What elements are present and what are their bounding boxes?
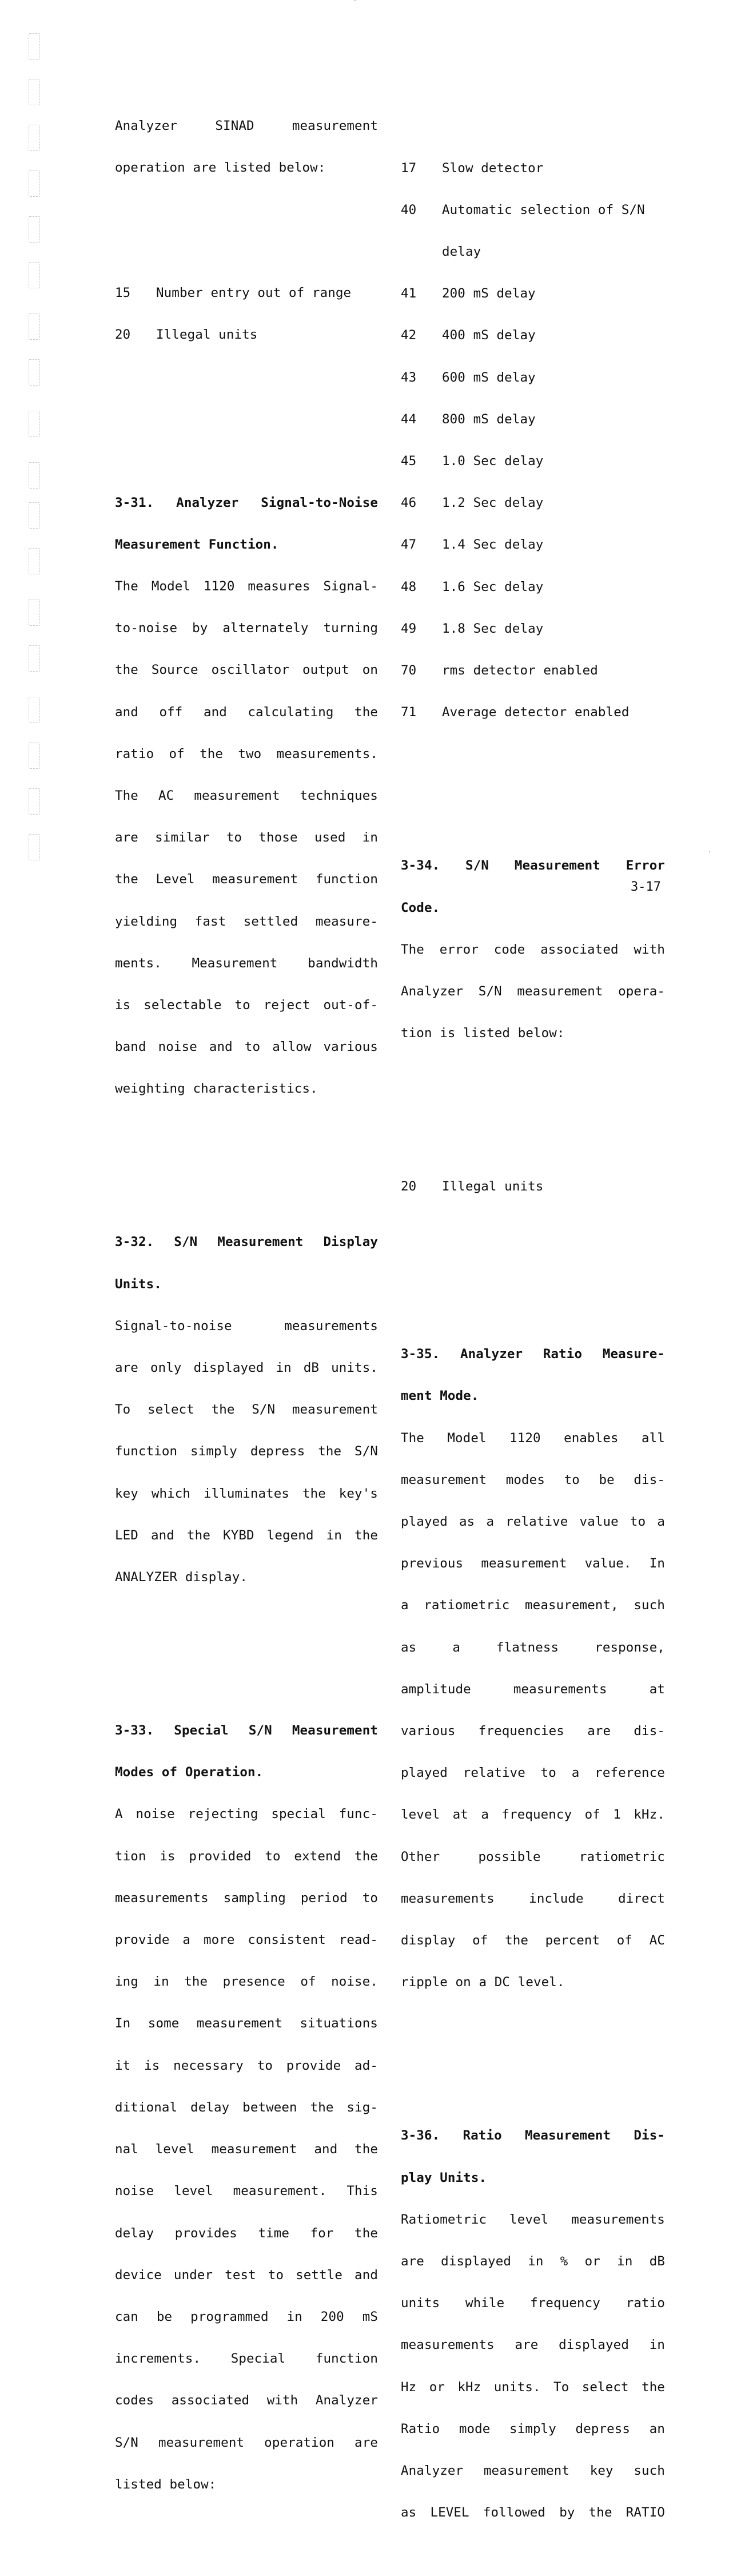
- body-line: Ratio mode simply depress an: [401, 2421, 665, 2436]
- binding-hole-mark: [29, 548, 40, 574]
- code-description: Number entry out of range: [156, 285, 352, 301]
- body-line: is selectable to reject out-of-: [115, 997, 378, 1013]
- code-description: delay: [442, 244, 481, 260]
- binding-hole-mark: [29, 502, 40, 529]
- binding-hole-mark: [29, 79, 40, 105]
- code-row: [401, 328, 665, 342]
- section-3-33: [115, 1696, 378, 2519]
- page-number: 3-17: [631, 880, 661, 894]
- code-number: 15: [115, 285, 131, 301]
- section-heading: Units.: [115, 1276, 162, 1292]
- code-row: [401, 371, 665, 384]
- code-row: [401, 203, 665, 217]
- section-heading: 3-34. S/N Measurement Error: [401, 858, 665, 874]
- code-number: 41: [401, 286, 417, 301]
- code-description: Illegal units: [156, 327, 258, 343]
- body-line: as LEVEL followed by the RATIO: [401, 2505, 665, 2521]
- body-line: provide a more consistent read-: [115, 1932, 378, 1948]
- body-line: function simply depress the S/N: [115, 1444, 378, 1459]
- code-row: [401, 664, 665, 677]
- body-line: delay provides time for the: [115, 2225, 378, 2241]
- body-line: measurements include direct: [401, 1891, 665, 1906]
- code-row: [401, 161, 665, 175]
- body-line: display of the percent of AC: [401, 1933, 665, 1948]
- code-number: 43: [401, 370, 417, 385]
- section-heading: 3-33. Special S/N Measurement: [115, 1723, 378, 1738]
- code-description: 200 mS delay: [442, 286, 536, 301]
- body-line: Signal-to-noise measurements: [115, 1318, 378, 1333]
- body-line: noise level measurement. This: [115, 2184, 378, 2199]
- code-number: 40: [401, 202, 417, 217]
- body-line: The Model 1120 enables all: [401, 1430, 665, 1446]
- body-line: it is necessary to provide ad-: [115, 2058, 378, 2073]
- code-number: 20: [115, 327, 131, 343]
- body-line: listed below:: [115, 2476, 217, 2492]
- body-line: The AC measurement techniques: [115, 788, 378, 803]
- body-line: Other possible ratiometric: [401, 1849, 665, 1864]
- code-number: 20: [401, 1179, 417, 1194]
- section-heading: 3-31. Analyzer Signal-to-Noise: [115, 495, 378, 510]
- body-line: to-noise by alternately turning: [115, 621, 378, 636]
- body-line: level at a frequency of 1 kHz.: [401, 1807, 665, 1823]
- body-line: yielding fast settled measure-: [115, 914, 378, 929]
- body-line: played as a relative value to a: [401, 1514, 665, 1530]
- sinad-code-list: [115, 258, 378, 370]
- body-line: In some measurement situations: [115, 2016, 378, 2031]
- code-number: 70: [401, 663, 417, 678]
- body-line: tion is listed below:: [401, 1026, 565, 1041]
- code-description: 400 mS delay: [442, 328, 536, 343]
- body-line: a ratiometric measurement, such: [401, 1598, 665, 1613]
- code-number: 48: [401, 579, 417, 594]
- code-description: rms detector enabled: [442, 663, 598, 678]
- body-line: increments. Special function: [115, 2351, 378, 2367]
- code-number: 71: [401, 705, 417, 720]
- binding-hole-mark: [29, 834, 40, 860]
- sn-code-list: [401, 133, 665, 748]
- body-line: measurement modes to be dis-: [401, 1472, 665, 1487]
- section-heading: Modes of Operation.: [115, 1765, 264, 1780]
- section-3-31: [115, 468, 378, 1124]
- body-line: S/N measurement operation are: [115, 2435, 378, 2450]
- body-line: are similar to those used in: [115, 830, 378, 846]
- body-line: ratio of the two measurements.: [115, 746, 378, 761]
- code-number: 45: [401, 454, 417, 469]
- code-number: 42: [401, 328, 417, 343]
- binding-hole-mark: [29, 411, 40, 437]
- body-line: tion is provided to extend the: [115, 1848, 378, 1864]
- code-row: [401, 622, 665, 636]
- body-line: A noise rejecting special func-: [115, 1807, 378, 1822]
- code-number: 49: [401, 621, 417, 636]
- code-description: 600 mS delay: [442, 370, 536, 385]
- code-number: 46: [401, 495, 417, 511]
- body-line: amplitude measurements at: [401, 1681, 665, 1697]
- body-line: key which illuminates the key's: [115, 1486, 378, 1501]
- code-description: 1.0 Sec delay: [442, 454, 544, 469]
- code-row: [401, 496, 665, 510]
- code-description: Automatic selection of S/N: [442, 202, 645, 217]
- section-3-35: [401, 1319, 665, 2017]
- code-row: [115, 328, 378, 342]
- body-line: the Level measurement function: [115, 872, 378, 887]
- code-description: 1.8 Sec delay: [442, 621, 544, 636]
- code-row: [401, 454, 665, 468]
- code-row: [401, 705, 665, 719]
- body-line: Analyzer measurement key such: [401, 2463, 665, 2478]
- scan-speck: [709, 851, 710, 852]
- body-line: weighting characteristics.: [115, 1081, 318, 1097]
- body-line: ments. Measurement bandwidth: [115, 955, 378, 971]
- code-row-continuation: [401, 245, 665, 259]
- binding-hole-mark: [29, 600, 40, 626]
- right-column: [401, 105, 665, 2575]
- body-line: various frequencies are dis-: [401, 1724, 665, 1739]
- body-line: To select the S/N measurement: [115, 1402, 378, 1418]
- section-3-32: [115, 1208, 378, 1613]
- binding-hole-mark: [29, 359, 40, 386]
- binding-hole-mark: [29, 788, 40, 815]
- body-line: Ratiometric level measurements: [401, 2212, 665, 2227]
- error-code-list: [401, 1152, 665, 1221]
- code-description: 800 mS delay: [442, 411, 536, 427]
- intro-line: Analyzer SINAD measurement: [115, 118, 378, 133]
- section-heading: Measurement Function.: [115, 537, 279, 552]
- body-line: previous measurement value. In: [401, 1556, 665, 1571]
- code-row: [401, 580, 665, 594]
- code-row: [115, 286, 378, 300]
- binding-hole-mark: [29, 170, 40, 197]
- code-row: [401, 538, 665, 551]
- body-line: played relative to a reference: [401, 1765, 665, 1781]
- binding-hole-mark: [29, 462, 40, 489]
- body-line: ANALYZER display.: [115, 1570, 248, 1585]
- code-row: [401, 1180, 665, 1193]
- code-description: Slow detector: [442, 160, 544, 176]
- code-number: 44: [401, 411, 417, 427]
- section-heading: ment Mode.: [401, 1388, 479, 1404]
- section-3-34: [401, 831, 665, 1069]
- code-description: Average detector enabled: [442, 705, 630, 720]
- body-line: are displayed in % or in dB: [401, 2253, 665, 2269]
- binding-hole-mark: [29, 125, 40, 151]
- body-line: can be programmed in 200 mS: [115, 2309, 378, 2324]
- section-3-36: [401, 2101, 665, 2548]
- code-row: [401, 287, 665, 300]
- body-line: ing in the presence of noise.: [115, 1974, 378, 1990]
- section-heading: 3-35. Analyzer Ratio Measure-: [401, 1347, 665, 1362]
- body-line: ripple on a DC level.: [401, 1975, 565, 1990]
- body-line: as a flatness response,: [401, 1640, 665, 1655]
- binding-hole-mark: [29, 743, 40, 769]
- section-heading: 3-32. S/N Measurement Display: [115, 1235, 378, 1250]
- section-heading: play Units.: [401, 2170, 487, 2185]
- binding-hole-mark: [29, 33, 40, 59]
- code-row: [401, 412, 665, 426]
- body-line: and off and calculating the: [115, 704, 378, 720]
- intro-line: operation are listed below:: [115, 160, 326, 176]
- body-line: the Source oscillator output on: [115, 662, 378, 678]
- section-heading: Code.: [401, 900, 440, 915]
- body-line: Hz or kHz units. To select the: [401, 2379, 665, 2395]
- body-line: nal level measurement and the: [115, 2142, 378, 2157]
- code-number: 47: [401, 537, 417, 553]
- code-description: 1.2 Sec delay: [442, 495, 544, 511]
- code-description: 1.6 Sec delay: [442, 579, 544, 594]
- code-number: 17: [401, 160, 417, 176]
- body-line: units while frequency ratio: [401, 2296, 665, 2311]
- code-description: Illegal units: [442, 1179, 544, 1194]
- body-line: The Model 1120 measures Signal-: [115, 578, 378, 594]
- section-heading: 3-36. Ratio Measurement Dis-: [401, 2128, 665, 2144]
- binding-hole-mark: [29, 216, 40, 243]
- binding-hole-mark: [29, 313, 40, 340]
- body-line: Analyzer S/N measurement opera-: [401, 983, 665, 999]
- body-line: band noise and to allow various: [115, 1039, 378, 1055]
- left-column: [115, 91, 378, 2547]
- binding-hole-mark: [29, 262, 40, 288]
- body-line: codes associated with Analyzer: [115, 2393, 378, 2408]
- body-line: device under test to settle and: [115, 2267, 378, 2283]
- body-line: measurements sampling period to: [115, 1890, 378, 1906]
- scan-speck: [354, 0, 356, 1]
- body-line: The error code associated with: [401, 942, 665, 957]
- code-description: 1.4 Sec delay: [442, 537, 544, 553]
- body-line: LED and the KYBD legend in the: [115, 1527, 378, 1543]
- binding-hole-mark: [29, 697, 40, 723]
- binding-hole-mark: [29, 645, 40, 672]
- body-line: ditional delay between the sig-: [115, 2099, 378, 2115]
- body-line: are only displayed in dB units.: [115, 1360, 378, 1375]
- body-line: measurements are displayed in: [401, 2337, 665, 2353]
